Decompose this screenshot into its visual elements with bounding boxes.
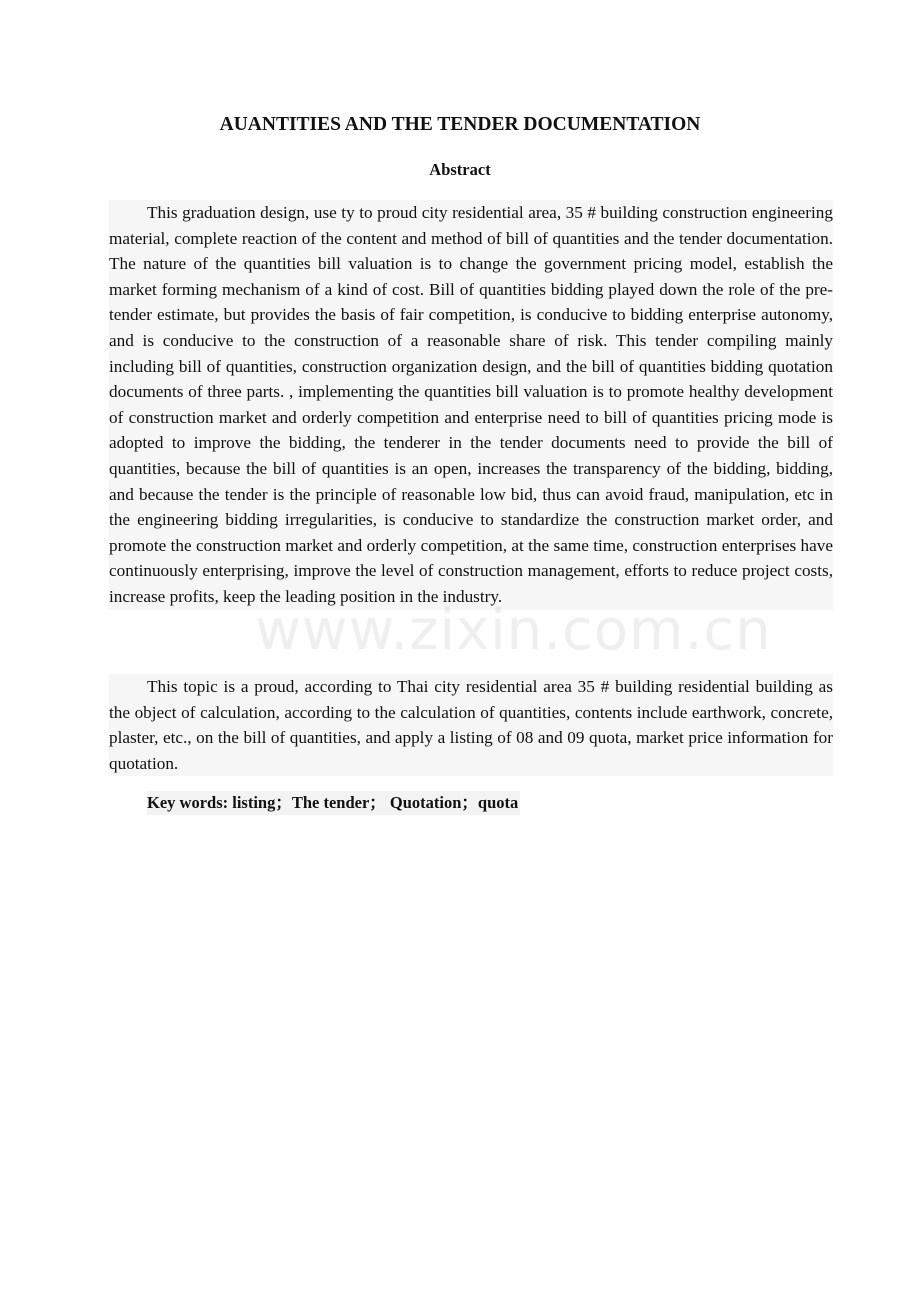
page-title: AUANTITIES AND THE TENDER DOCUMENTATION (219, 114, 701, 135)
abstract-heading: Abstract (429, 160, 491, 179)
keywords-line: Key words: listing；The tender； Quotation；quota (147, 791, 520, 815)
watermark: www.zixin.com.cn (255, 598, 772, 663)
abstract-paragraph-1: This graduation design, use ty to proud city residential area, 35 # building construction engineering material, complete reaction of the content and method of bill of quantities and the tender documentation. The nature of the quantities bill valuation is to change the government pricing model, establish the market forming mechanism of a kind of cost. Bill of quantities bidding played down the role of the pre-tender estimate, but provides the basis of fair competition, is conducive to bidding enterprise autonomy, and is conducive to the construction of a reasonable share of risk. This tender compiling mainly including bill of quantities, construction organization design, and the bill of quantities bidding quotation documents of three parts. , implementing the quantities bill valuation is to promote healthy development of construction market and orderly competition and enterprise need to bill of quantities pricing mode is adopted to improve the bidding, the tenderer in the tender documents need to provide the bill of quantities, because the bill of quantities is an open, increases the transparency of the bidding, bidding, and because the tender is the principle of reasonable low bid, thus can avoid fraud, manipulation, etc in the engineering bidding irregularities, is conducive to standardize the construction market order, and promote the construction market and orderly competition, at the same time, construction enterprises have continuously enterprising, improve the level of construction management, efforts to reduce project costs, increase profits, keep the leading position in the industry. (109, 200, 833, 610)
abstract-paragraph-2: This topic is a proud, according to Thai city residential area 35 # building residential building as the object of calculation, according to the calculation of quantities, contents include earthwork, concrete, plaster, etc., on the bill of quantities, and apply a listing of 08 and 09 quota, market price information for quotation. (109, 674, 833, 776)
